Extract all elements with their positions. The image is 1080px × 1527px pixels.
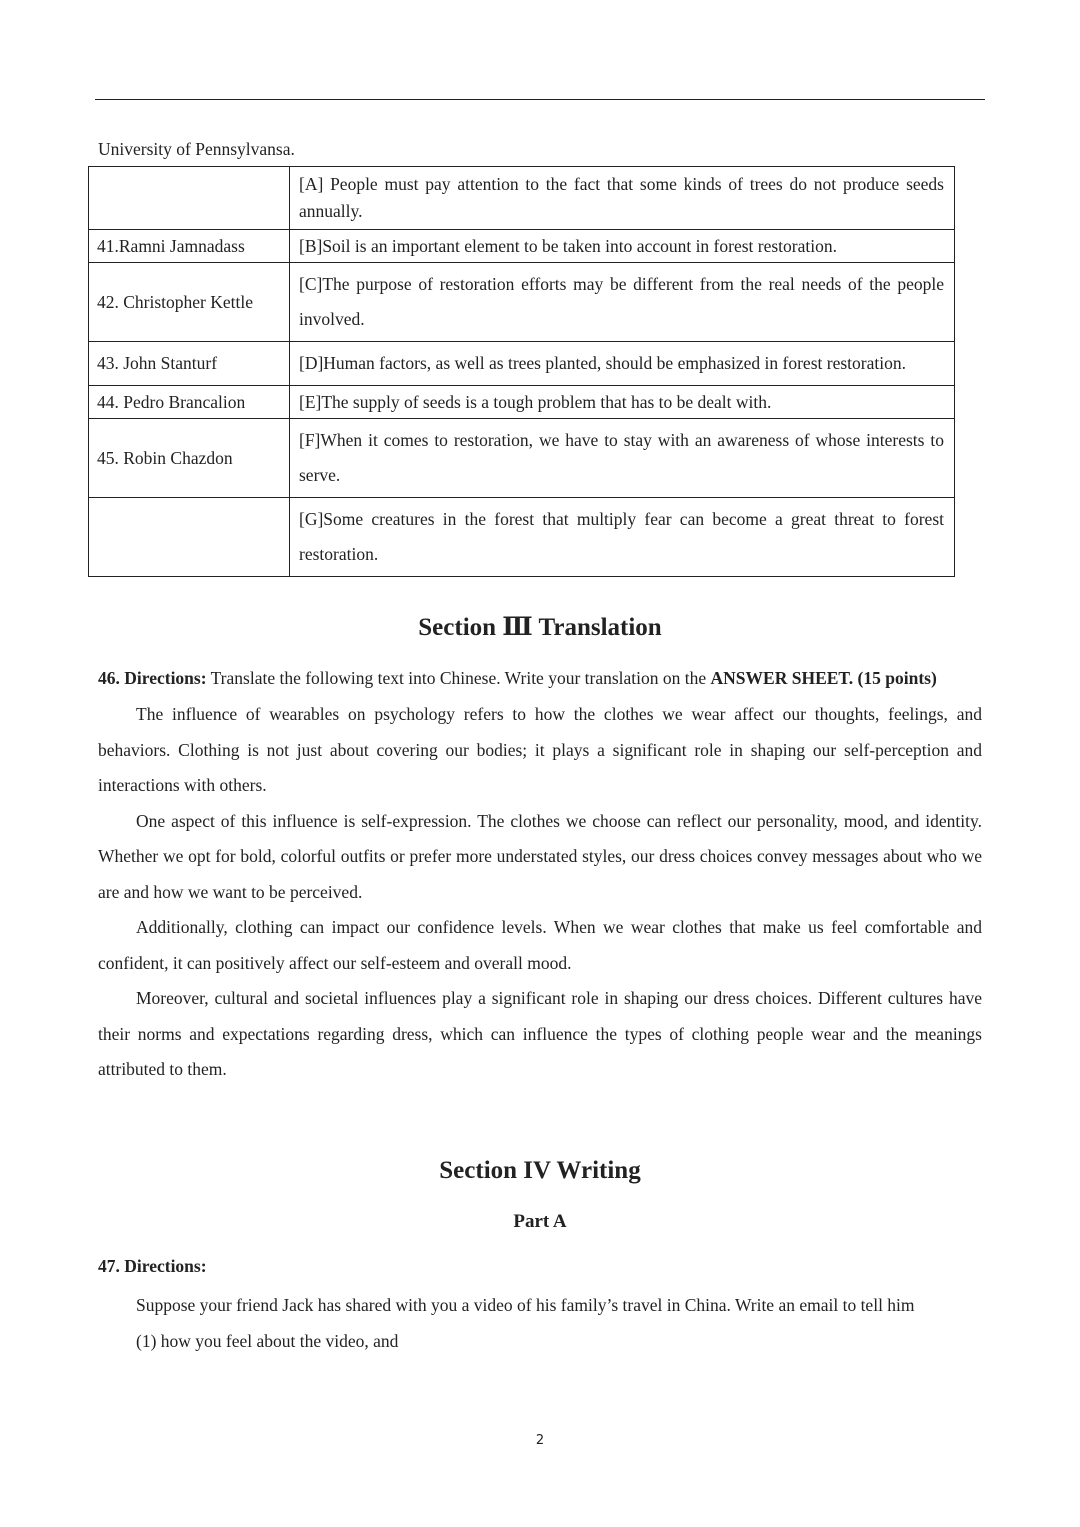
option-cell: [E]The supply of seeds is a tough problem that has to be dealt with. xyxy=(290,386,955,419)
directions-46 xyxy=(98,657,982,699)
section-4-body xyxy=(98,1254,982,1359)
table-row xyxy=(89,167,955,230)
option-cell: [D]Human factors, as well as trees planted, should be emphasized in forest restoration. xyxy=(290,342,955,386)
speaker-cell: 42. Christopher Kettle xyxy=(89,263,290,342)
header-rule xyxy=(95,99,985,100)
speaker-cell: 44. Pedro Brancalion xyxy=(89,386,290,419)
matching-table xyxy=(88,166,955,577)
paragraph: Suppose your friend Jack has shared with you a video of his family’s travel in China. Write an email to tell him xyxy=(136,1295,915,1315)
paragraph: Additionally, clothing can impact our confidence levels. When we wear clothes that make us feel comfortable and confident, it can positively affect our self-esteem and overall mood. xyxy=(98,917,982,973)
paragraph: Moreover, cultural and societal influences play a significant role in shaping our dress choices. Different cultures have their norms and expectations regarding dress, which can influence the types of clothing people wear and the meanings attributed to them. xyxy=(98,988,982,1079)
option-cell: [B]Soil is an important element to be taken into account in forest restoration. xyxy=(290,230,955,263)
option-cell: [C]The purpose of restoration efforts may be different from the real needs of the people involved. xyxy=(290,263,955,342)
table-row xyxy=(89,498,955,577)
directions-label: Directions: xyxy=(124,668,207,688)
speaker-cell: 43. John Stanturf xyxy=(89,342,290,386)
paragraph: One aspect of this influence is self-expression. The clothes we choose can reflect our personality, mood, and identity. Whether we opt for bold, colorful outfits or prefer more understated styles, our dress choices convey messages about who we are and how we want to be perceived. xyxy=(98,810,982,902)
paragraph: The influence of wearables on psychology refers to how the clothes we wear affect our thoughts, feelings, and behaviors. Clothing is not just about covering our bodies; it plays a significant role in shaping our self-perception and interactions with others. xyxy=(98,704,982,795)
speaker-cell: 41.Ramni Jamnadass xyxy=(89,230,290,263)
intro-line: University of Pennsylvansa. xyxy=(98,139,295,159)
speaker-cell xyxy=(89,167,290,230)
table-row xyxy=(89,230,955,263)
part-a-title: Part A xyxy=(513,1211,567,1232)
paragraph: (1) how you feel about the video, and xyxy=(136,1330,399,1351)
section-3-body xyxy=(98,657,982,1088)
table-row xyxy=(89,419,955,498)
page-number: 2 xyxy=(535,1433,545,1448)
option-cell: [G]Some creatures in the forest that multiply fear can become a great threat to forest restoration. xyxy=(290,498,955,577)
section-4-title: Section IV Writing xyxy=(439,1157,641,1184)
section-3-title: Section Ⅲ Translation xyxy=(418,614,662,641)
option-cell: [F]When it comes to restoration, we have to stay with an awareness of whose interests to serve. xyxy=(290,419,955,498)
speaker-cell: 45. Robin Chazdon xyxy=(89,419,290,498)
directions-47: 47. Directions: xyxy=(98,1256,207,1276)
directions-bold-tail: ANSWER SHEET. (15 points) xyxy=(710,668,937,688)
speaker-cell xyxy=(89,498,290,577)
table-row xyxy=(89,263,955,342)
table-row xyxy=(89,386,955,419)
question-number: 46. xyxy=(98,668,120,688)
directions-text: Translate the following text into Chinese. Write your translation on the xyxy=(210,668,707,688)
table-row xyxy=(89,342,955,386)
option-cell: [A] People must pay attention to the fact that some kinds of trees do not produce seeds annually. xyxy=(290,167,955,230)
